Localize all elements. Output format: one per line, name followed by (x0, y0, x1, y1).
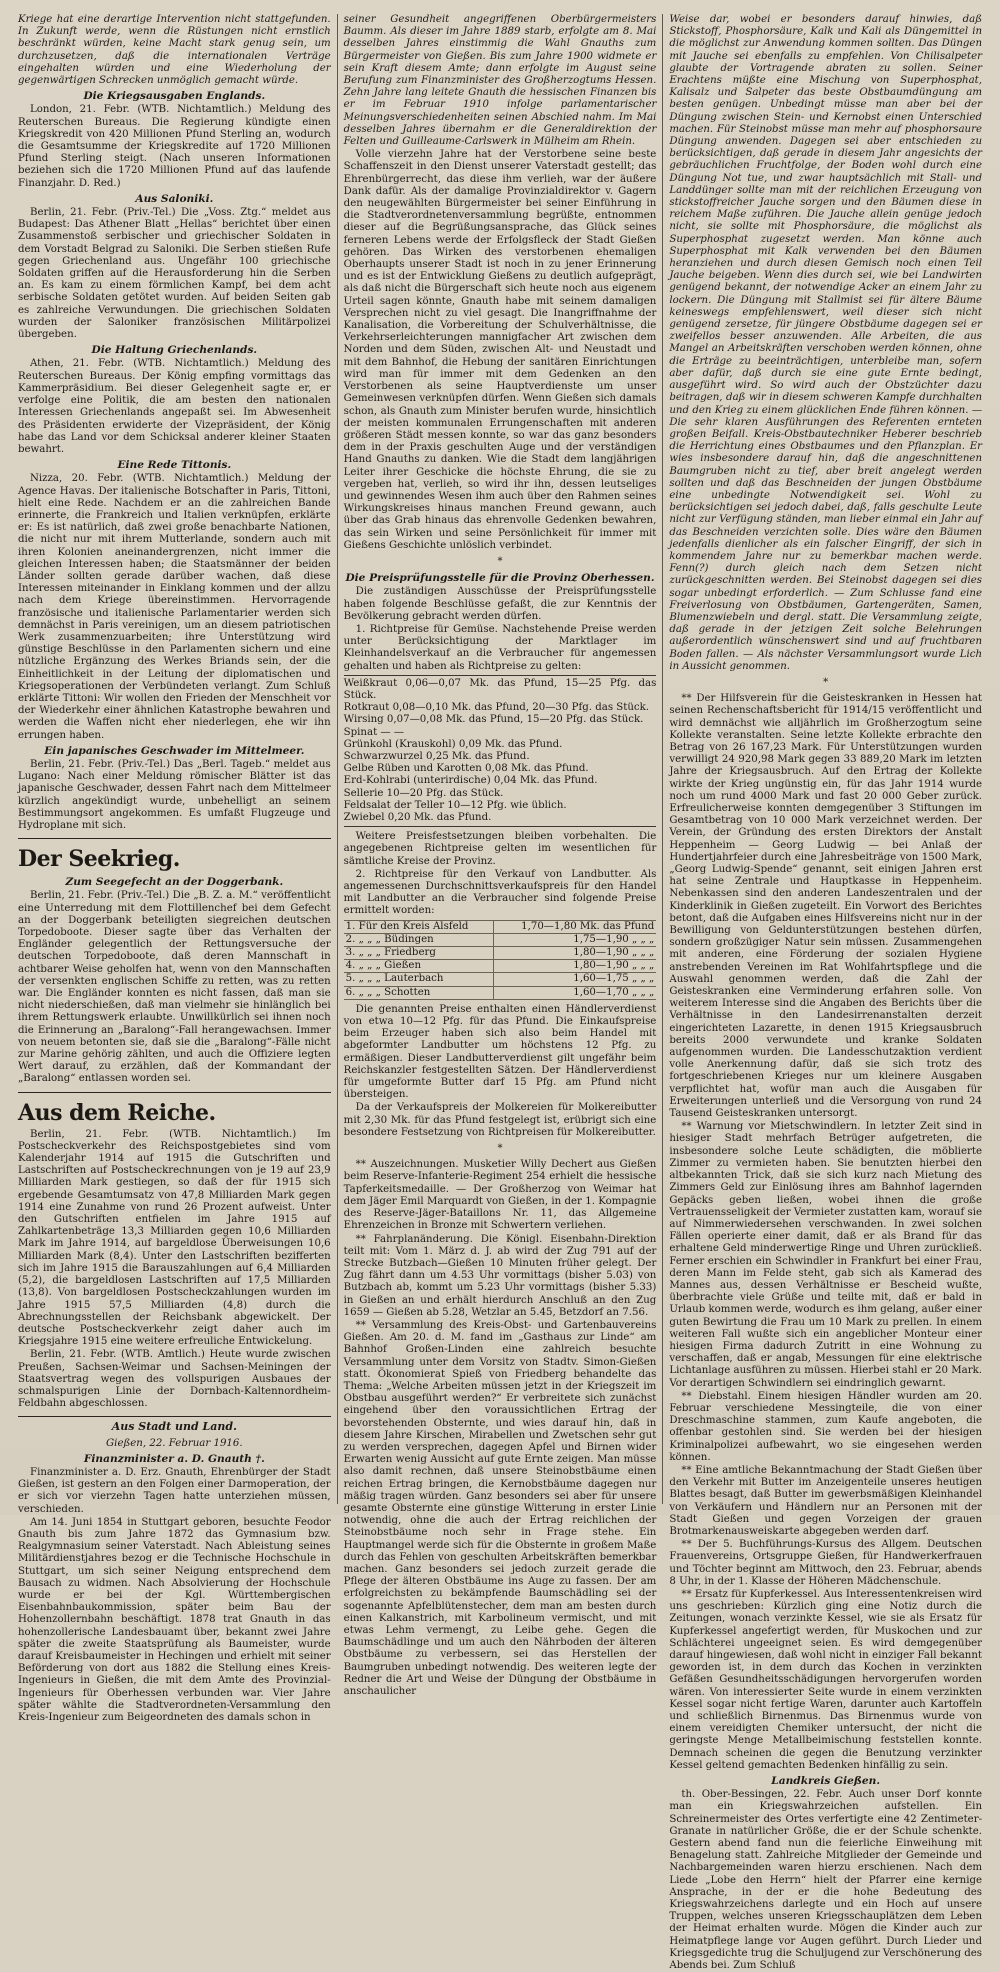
headline-england: Die Kriegsausgaben Englands. (83, 90, 266, 103)
article-text: ** Warnung vor Mietschwindlern. In letzter Zeit sind in hiesiger Stadt mehrfach Betrüger aufgetreten, die insbesondere solche Leute schädigten, die möblierte Zimmer zu vermieten haben. Sie benutzten hierbei den altbekannten Trick, daß sie sich kurz nach Mietung des Zimmers Geld zur Einlösung ihres am Bahnhof lagernden Gepäcks geben ließen, wobei ihnen die große Vertrauensseligkeit der Vermieter zustatten kam, worauf sie auf Nimmerwiedersehen verschwanden. In zwei solchen Fällen operierte einer damit, daß er als Brand für das erhaltene Geld minderwertige Ringe und Uhren zurückließ. Ferner erschien ein Schwindler in Frankfurt bei einer Frau, deren Mann im Felde steht, gab sich als Kamerad des Mannes aus, dessen Verhältnisse er Bescheid wußte, überbrachte viele Grüße und teilte mit, daß er bald in Urlaub kommen werde, wodurch es ihm gelang, außer einer guten Bewirtung die Frau um 10 Mark zu prellen. In einem weiteren Fall wußte sich ein angeblicher Monteur einer hiesigen Firma dadurch Zutritt in eine Wohnung zu verschaffen, daß er angab, Messungen für eine elektrische Lichtanlage ausführen zu müssen. Hierbei stahl er 20 Mark. Vor derartigen Schwindlern sei eindringlich gewarnt. (669, 1121, 983, 1389)
price-line: Sellerie 10—20 Pfg. das Stück. (343, 787, 504, 799)
headline-doggerbank: Zum Seegefecht an der Doggerbank. (65, 876, 284, 889)
price-cell: 1,80—1,90 „ „ „ (494, 960, 657, 973)
article-text: Berlin, 21. Febr. (WTB. Nichtamtlich.) Im Postscheckverkehr des Reichspostgebietes sind vom Kalenderjahr 1914 auf 1915 die Gutschriften und Lastschriften auf Postscheckrechnungen von je 19 auf 23,9 Milliarden Mark gestiegen, so daß der für 1915 sich ergebende Gesamtumsatz von 47,8 Milliarden Mark gegen 1914 eine Zunahme von rund 26 Prozent aufweist. Unter den Gutschriften entfielen im Jahre 1915 auf Zahlkartenbeträge 13,3 Milliarden gegen 10,6 Milliarden Mark im Jahre 1914, auf bargeldlose Überweisungen 10,6 Milliarden Mark (8,4). Unter den Lastschriften bezifferten sich im Jahre 1915 die Barauszahlungen auf 6,4 Milliarden (5,2), die bargeldlosen Lastschriften auf 17,5 Milliarden (13,8). Von bargeldlosen Postscheckzahlungen wurden im Jahre 1915 57,5 Milliarden (4,8) durch die Abrechnungsstellen der Reichsbank abgewickelt. Der deutsche Postscheckverkehr zeigt daher auch im Kriegsjahre 1915 eine weitere erfreuliche Entwickelung. (18, 1128, 331, 1348)
article-text: ** Der 5. Buchführungs-Kursus des Allgem. Deutschen Frauenvereins, Ortsgruppe Gießen, für Handwerkerfrauen und Töchter beginnt am Mittwoch, den 23. Februar, abends 8 Uhr, in der 1. Klasse der Höheren Mädchenschule. (669, 1539, 983, 1587)
price-line: Erd-Kohlrabi (unterirdische) 0,04 Mk. das Pfund. (343, 775, 598, 787)
section-title-seekrieg: Der Seekrieg. (18, 846, 180, 873)
vegetable-price-list (344, 675, 657, 827)
price-line: Feldsalat der Teller 10—12 Pfg. wie üblich. (343, 799, 567, 811)
table-row (344, 973, 657, 986)
section-rule (18, 838, 331, 839)
headline-tittoni: Eine Rede Tittonis. (117, 459, 232, 472)
article-text: Weise dar, wobei er besonders darauf hinwies, daß Stickstoff, Phosphorsäure, Kalk und Kali als Düngemittel in die möglichst zur Anwendung kommen sollten. Das Düngen mit Jauche sei ebenfalls zu empfehlen. Von Chilisalpeter glaubte der Vortragende abraten zu sollen. Seiner Erachtens müßte eine Mischung von Superphosphat, Kalisalz und Salpeter das beste Obstbaumdüngung am besten genügen. Unbedingt müsse man aber bei der Düngung zwischen Stein- und Kernobst einen Unterschied machen. Für Steinobst müsse man mehr auf phosphorsaure Düngung anwenden. Dagegen sei aber entschieden zu berücksichtigen, daß gerade in diesem Jahr angesichts der gebräuchlichen Fruchtfolge, der Boden wohl durch eine Düngung Not tue, und zwar hauptsächlich mit Stall- und Landdünger sollte man mit der reichlichen Erzeugung von stickstoffreicher Jauche sorgen und den Bäumen diese in reichem Maße zuführen. Die Jauche allein genüge jedoch nicht, sie sollte mit Phosphorsäure, die möglichst als Superphosphat zugesetzt werden. Man könne auch Superphosphat mit Kalk verwenden bei den Bäumen heranziehen und durch diesen Gemisch noch einen Teil Jauche beigeben. Wenn dies durch sei, wie bei Landwirten genügend bekannt, der notwendige Acker an einem Jahr zu lockern. Die Düngung mit Stallmist sei für ältere Bäume keineswegs empfehlenswert, weil dieser sich nicht genügend zersetze, für jüngere Obstbäume dagegen sei er zweifellos besser anzuwenden. Alle Arbeiten, die aus Mangel an Arbeitskräften verschoben werden können, ohne die Erträge zu beeinträchtigen, unterbleibe man, sofern aber dafür, daß durch sie eine gute Ernte bedingt, ausgeführt wird. So wird auch der Obstzüchter dazu beitragen, daß wir in diesem schweren Kampfe durchhalten und den Krieg zu einem glücklichen Ende führen können. — Die sehr klaren Ausführungen des Referenten ernteten großen Beifall. Kreis-Obstbautechniker Heberer beschrieb die Herrichtung eines Obstbaumes und den Pflanzplan. Er wies insbesondere darauf hin, daß die angeschnittenen Baumgruben nicht zu tief, aber breit angelegt werden sollten und daß das Beschneiden der jungen Obstbäume eine unbedingte Notwendigkeit sei. Wohl zu berücksichtigen sei jedoch dabei, daß, falls geschulte Leute nicht zur Verfügung ständen, man lieber einmal ein Jahr auf das Beschneiden verzichten solle. Dies wäre den Bäumen jedenfalls dienlicher als ein falscher Eingriff, der sich in kommendem Jahre nur zu bemerkbar machen werde. Fenn(?) durch gleich nach dem Setzen nicht zurückgeschnitten werden. Bei Steinobst dagegen sei dies sogar unbedingt erforderlich. — Zum Schlusse fand eine Freiverlosung von Obstbäumen, Gartengeräten, Samen, Blumenzwiebeln und dergl. statt. Die Versammlung zeigte, daß gerade in der jetzigen Zeit solche Belehrungen außerordentlich wünschenswert sind und auf fruchtbaren Boden fallen. — Als nächster Versammlungsort wurde Lich in Aussicht genommen. (669, 14, 983, 672)
price-line: Weißkraut 0,06—0,07 Mk. das Pfund, 15—25 Pfg. das Stück. (343, 677, 657, 701)
table-row (344, 960, 657, 973)
article-text: ** Versammlung des Kreis-Obst- und Gartenbauvereins Gießen. Am 20. d. M. fand im „Gasthaus zur Linde“ am Bahnhof Großen-Linden eine zahlreich besuchte Versammlung unter dem Vorsitz von Stadtv. Simon-Gießen statt. Ökonomierat Spieß von Friedberg behandelte das Thema: „Welche Arbeiten müssen jetzt in der Kriegszeit im Obstbau ausgeführt werden?“ Er verbreitete sich zunächst eingehend über den voraussichtlichen Ertrag der bevorstehenden Obsternte, und wies darauf hin, daß in diesem Jahre Kirschen, Mirabellen und Zwetschen sehr gut zu werden versprechen, dagegen Apfel und Birnen wider Erwarten wenig Aussicht auf gute Ernte zeigen. Man müsse also damit rechnen, daß unsere Steinobstbäume einen reichen Ertrag bringen, die Kernobstbäume dagegen nur mäßig tragen würden. Ganz besonders sei aber für unsere gesamte Obsternte eine günstige Witterung in erster Linie notwendig, ohne die auch der Ertrag reichlichen der Steinobstbäume noch sehr in Frage stehe. Ein Hauptmangel werde sich für die Obsternte in großem Maße durch das Fehlen von geschulten Arbeitskräften bemerkbar machen. Ganz besonders sei jedoch zurzeit gerade die Pflege der älteren Obstbäume ins Auge zu fassen. Der am erfolgreichsten zu bekämpfende Baumschädling sei der sogenannte Apfelblütenstecher, dem man am besten durch einen Kalkanstrich, mit Karbolineum vermischt, und mit etwas Lehm vermengt, zu Leibe gehe. Gegen die Baumschädlinge und um auch den Nährboden der älteren Obstbäume zu verbessern, sei das Herstellen der Baumgruben unbedingt notwendig. Des weiteren legte der Redner die Art und Weise der Düngung der Obstbäume in anschaulicher (343, 1319, 657, 1698)
column-1 (12, 14, 337, 1723)
price-line: Grünkohl (Krauskohl) 0,09 Mk. das Pfund. (343, 738, 563, 750)
article-text: th. Ober-Bessingen, 22. Febr. Auch unser Dorf konnte man ein Kriegswahrzeichen aufstellen. Ein Schreinermeister des Ortes verfertigte eine 42 Zentimeter-Granate in natürlicher Größe, die er der Schule schenkte. Gestern abend fand nun die feierliche Einweihung mit Benagelung statt. Zahlreiche Mitglieder der Gemeinde und Nachbargemeinden waren hierzu erschienen. Nach dem Liede „Lobe den Herrn“ hielt der Pfarrer eine kernige Ansprache, in der er die hohe Bedeutung des Kriegswahrzeichens darlegte und ein Hoch auf unsere Truppen, welches unseren Kriegsschauplätzen dem Leben der Heimat erhalten wurde. Mögen die Kinder auch zur Heimatpflege lange vor Augen geführt. Durch Lieder und Kriegsgedichte trug die Schuljugend zur Verschönerung des Abends bei. Zum Schluß (669, 1789, 983, 1972)
section-rule (18, 1416, 331, 1417)
article-text: 2. Richtpreise für den Verkauf von Landbutter. Als angemessenen Durchschnittsverkaufspreis für den Handel mit Landbutter an die Verbraucher sind folgende Preise ermittelt worden: (343, 868, 657, 917)
article-text: Weitere Preisfestsetzungen bleiben vorbehalten. Die angegebenen Richtpreise gelten im wesentlichen für sämtliche Kreise der Provinz. (343, 831, 657, 867)
article-text: Athen, 21. Febr. (WTB. Nichtamtlich.) Meldung des Reuterschen Bureaus. Der König empfing vormittags das Kammerpräsidium. Bei dieser Gelegenheit sagte er, er verfolge eine Politik, die am besten den nationalen Interessen Griechenlands angepaßt sei. Im Abwesenheit des Präsidenten erwiderte der Vizepräsident, der König habe das Land vor dem Schicksal anderer kleiner Staaten bewahrt. (18, 358, 331, 455)
price-cell: 1,60—1,70 „ „ „ (494, 986, 657, 999)
price-line: Gelbe Rüben und Karotten 0,08 Mk. das Pfund. (343, 763, 589, 775)
article-text: London, 21. Febr. (WTB. Nichtamtlich.) Meldung des Reuterschen Bureaus. Die Regierung kündigte einen Kriegskredit von 420 Millionen Pfund Sterling an, wodurch die Gesamtsumme der Kriegskredite auf 1720 Millionen Pfund Sterling steigt. (Nach unseren Informationen beziehen sich die 1720 Millionen Pfund auf das laufende Finanzjahr. D. Red.) (18, 104, 331, 189)
article-text: ** Der Hilfsverein für die Geisteskranken in Hessen hat seinen Rechenschaftsbericht für 1914/15 veröffentlicht und wird demnächst wie alljährlich im Großherzogtum seine Kollekte veranstalten. Seine letzte Kollekte erbrachte den Betrag von 26 167,23 Mark. Für Unterstützungen wurden verwilligt 24 920,98 Mark gegen 33 889,20 Mark im letzten Jahre der Kriegsausbruch. Auf den Ertrag der Kollekte wirkte der Krieg ungünstig ein, für das Jahr 1914 wurde noch um rund 4000 Mark und fast 20 000 Geber zurück. Erfreulicherweise konnten demgegenüber 3 Stiftungen im Gesamtbetrag von 10 000 Mark verzeichnet werden. Der Verein, der Gründung des ersten Direktors der Anstalt Heppenheim — Georg Ludwig — bei Anlaß der Hundertjahrfeier durch eine Jahresbeiträge von 1500 Mark, „Georg Ludwig-Spende“ genannt, seit einigen Jahren erst hat seine Zentrale und Hauptkasse in Heppenheim. Nebenkassen sind den anderen Landeszentralen und der Kinderklinik in Gießen zugeteilt. Ein Vorwort des Berichtes betont, daß die Aufgaben eines Hilfsvereins nicht nur in der Bewilligung von Geldunterstützungen bestehen dürfen, sondern großzügiger Natur sein müssen. Zusammengehen mit anderen, eine Förderung der sozialen Hygiene anstrebenden Vereinen im Rat Wohlfahrtspflege und die Auswahl genommen werden, daß die Zahl der Geisteskranken eine Verminderung erfahren solle. Von weiterem Interesse sind die Angaben des Berichts über die Verhältnisse in den Landesirrenanstalten derzeit eingerichteten Lazarette, in denen 1915 Kriegsausbruch bereits 2000 verwundete und kranke Soldaten aufgenommen wurden. Die Landesschutzaktion verdient volle Anerkennung dafür, daß sie sich trotz des fortgeschriebenen Krieges nur um kleinere Ausgaben verpflichtet hat, wofür man auch die Ausgaben für Erweiterungen unterließ und die Versorgung von rund 24 Tausend Geisteskranken untersorgt. (669, 693, 983, 1120)
price-cell: 1,75—1,90 „ „ „ (494, 933, 657, 946)
column-3 (662, 14, 988, 1972)
separator-star: * (497, 555, 503, 567)
headline-saloniki: Aus Saloniki. (135, 192, 214, 205)
price-line: Schwarzwurzel 0,25 Mk. das Pfund. (343, 750, 530, 762)
headline-gnauth: Finanzminister a. D. Gnauth †. (83, 1452, 265, 1465)
headline-japan: Ein japanisches Geschwader im Mittelmeer. (44, 744, 305, 757)
headline-landkreis: Landkreis Gießen. (771, 1775, 881, 1788)
article-text: seiner Gesundheit angegriffenen Oberbürgermeisters Baumm. Als dieser im Jahre 1889 starb, erfolgte am 8. Mai desselben Jahres einstimmig die Wahl Gnauths zum Bürgermeister von Gießen. Bis zum Jahre 1900 widmete er sein Kraft diesem Amte; dann erfolgte im August seine Berufung zum Finanzminister des Großherzogtums Hessen. Zehn Jahre lang leitete Gnauth die hessischen Finanzen bis er im Februar 1910 infolge parlamentarischer Meinungsverschiedenheiten seinen Abschied nahm. Im Mai desselben Jahres übernahm er die Generaldirektion der Felten und Guilleaume-Carlswerk in Mülheim am Rhein. (343, 14, 657, 148)
article-text: ** Auszeichnungen. Musketier Willy Dechert aus Gießen beim Reserve-Infanterie-Regiment 254 erhielt die hessische Tapferkeitsmedaille. — Der Großherzog von Weimar hat dem Jäger Emil Marquardt von Gießen, in der 1. Kompagnie des Reserve-Jäger-Bataillons Nr. 11, das Allgemeine Ehrenzeichen in Bronze mit Schwertern verliehen. (343, 1159, 657, 1232)
article-text: 1. Richtpreise für Gemüse. Nachstehende Preise werden unter Berücksichtigung der Marktlager im Kleinhandelsverkauf an die Verbraucher für angemessen gehalten und haben als Richtpreise zu gelten: (343, 623, 657, 672)
article-text: Kriege hat eine derartige Intervention nicht stattgefunden. In Zukunft werde, wenn die Rüstungen nicht ernstlich beschränkt würden, keine Macht stark genug sein, um durchzusetzen, daß die internationalen Verträge eingehalten würden und eine Wiederholung der gegenwärtigen Schrecken unmöglich gemacht würde. (18, 14, 331, 87)
article-text: Am 14. Juni 1854 in Stuttgart geboren, besuchte Feodor Gnauth bis zum Jahre 1872 das Gymnasium bzw. Realgymnasium seiner Vaterstadt. Nach Ableistung seines Militärdienstjahres bezog er die Technische Hochschule in Stuttgart, um sich seiner Neigung entsprechend dem Bausach zu widmen. Nach Absolvierung der Hochschule wurde er bei der Kgl. Württembergischen Eisenbahnbaukommission, später beim Bau der Hohenzollernbahn beschäftigt. 1878 trat Gnauth in das hohenzollerische Landesbauamt über, bekannt zwei Jahre später die zweite Staatsprüfung als Baumeister, wurde darauf Kreisbaumeister in Hechingen und erhielt mit seiner Beförderung von dort aus 1882 die Stellung eines Kreis-Ingenieurs in Gießen, die mit dem Amte des Provinzial-Ingenieurs für Oberhessen verbunden war. Vier Jahre später wählte die Stadtverordneten-Versammlung den Kreis-Ingenieur zum Beigeordneten des damals schon in (18, 1516, 331, 1723)
dateline: Gießen, 22. Februar 1916. (106, 1437, 243, 1449)
table-row (344, 920, 657, 933)
table-row (344, 933, 657, 946)
article-text: ** Eine amtliche Bekanntmachung der Stadt Gießen über den Verkehr mit Butter im Anzeigenteile unseres heutigen Blattes besagt, daß Butter im gewerbsmäßigen Kleinhandel von Verkäufern und Händlern nur an Personen mit der Stadt Gießen und gegen Vorzeigen der grauen Brotmarkenausweiskarte abgegeben werden darf. (669, 1464, 983, 1537)
butter-price-table (344, 920, 657, 1000)
section-title-stadt: Aus Stadt und Land. (111, 1420, 237, 1434)
headline-griechenland: Die Haltung Griechenlands. (91, 344, 258, 357)
district-cell: 3. „ „ „ Friedberg (344, 947, 494, 960)
price-line: Zwiebel 0,20 Mk. das Pfund. (343, 812, 492, 823)
article-text: Volle vierzehn Jahre hat der Verstorbene seine beste Schaffenszeit in den Dienst unserer Vaterstadt gestellt; das Ehrenbürgerrecht, das diese ihm verlieh, war der äußere Dank dafür. Als der damalige Provinzialdirektor v. Gagern den neugewählten Bürgermeister bei seiner Einführung in die Stadtverordnetenversammlung begrüßte, entnommen dieser auf die Begrüßungsansprache, das Glück seines ferneren Lebens werde der Erfolgsfleck der Stadt Gießen gehören. Das Wirken des verstorbenen ehemaligen Oberhaupts unserer Stadt ist noch in zu jener Erinnerung und es ist der Entwicklung Gießens zu deutlich aufgeprägt, als daß nicht die Bürgerschaft sich heute noch aus eigenem Urteil sagen könnte, Gnauth habe mit seinem damaligen Versprechen nicht zu viel gesagt. Die Inangriffnahme der Kanalisation, die Vorbereitung der Schulverhältnisse, die Verkehrserleichterungen mannigfacher Art zwischen dem Norden und dem Süden, zwischen Alt- und Neustadt und mit dem Bahnhof, die Hebung der sanitären Einrichtungen wird man für immer mit dem Gedenken an den Verstorbenen als seine Hauptverdienste um unser Gemeinwesen verknüpfen dürfen. Wenn Gießen sich damals schon, als Gnauth zum Minister berufen wurde, hinsichtlich der meisten kommunalen Errungenschaften mit anderen größeren Städt messen konnte, so war das ganz besonders dem in der Praxis geschulten Auge und der verständigen Hand Gnauths zu danken. Wie die Stadt dem langjährigen Leiter ihrer Geschicke die höchste Ehrung, die sie zu vergeben hat, verlieh, so wird ihr ihn, dessen leutseliges und gewinnendes Wesen ihm auch über den Rahmen seines Wirkungskreises hinaus manchen Freund gewann, auch über das Grab hinaus das ehrenvolle Gedenken bewahren, das sein Wirken und seine Persönlichkeit für immer mit Gießens Geschichte unlöslich verbindet. (343, 149, 657, 551)
price-cell: 1,60—1,75 „ „ „ (494, 973, 657, 986)
article-text: Die genannten Preise enthalten einen Händlerverdienst von etwa 10—12 Pfg. für das Pfund. Die Einkaufspreise beim Erzeuger haben sich also beim Handel mit abgeformter Landbutter um höchstens 12 Pfg. zu ermäßigen. Dieser Landbutterverdienst gilt ungefähr beim Reichskanzler festgestellten Sätzen. Der Händlerverdienst für umgeformte Butter darf 15 Pfg. am Pfund nicht übersteigen. (343, 1003, 657, 1101)
district-cell: 6. „ „ „ Schotten (344, 986, 494, 999)
article-text: ** Ersatz für Kupferkessel. Aus Interessentenkreisen wird uns geschrieben: Kürzlich ging eine Notiz durch die Zeitungen, wonach verzinkte Kessel, wie sie als Ersatz für Kupferkessel angefertigt werden, für Muskochen und zur Schlächterei ungeeignet seien. Es wird demgegenüber darauf hingewiesen, daß wohl nicht in einziger Fall bekannt geworden ist, in dem durch das Kochen in verzinkten Gefäßen Gesundheitsschädigungen hervorgerufen worden wären. Von interessierter Seite wurde in einem verzinkten Kessel sogar nicht fertige Waren, darunter auch Kartoffeln und schließlich Birnenmus. Das Birnenmus wurde von einem vereidigten Chemiker untersucht, der nicht die geringste Menge Metallbeimischung feststellen konnte. Demnach scheinen die gegen die Benutzung verzinkter Kessel geltend gemachten Bedenken hinfällig zu sein. (669, 1589, 983, 1771)
price-cell: 1,70—1,80 Mk. das Pfund (494, 920, 657, 933)
article-text: Nizza, 20. Febr. (WTB. Nichtamtlich.) Meldung der Agence Havas. Der italienische Botschafter in Paris, Tittoni, hielt eine Rede. Nachdem er an die zahlreichen Bande erinnerte, die Frankreich und Italien verknüpfen, erklärte er: Es ist natürlich, daß zwei große benachbarte Nationen, die nicht nur mit ihrem Mutterlande, sondern auch mit ihren Kolonien aneinandergrenzen, nicht immer die gleichen Interessen haben; die Staatsmänner der beiden Länder sollten gerade darüber wachen, daß diese Interessen miteinander in Einklang kommen und der allzu nach dem Kriege übereinstimmen. Hervorragende französische und italienische Parlamentarier werden sich demnächst in Paris vereinigen, um an diesem patriotischen Werk zusammenzuarbeiten; ihre Unterstützung wird günstige Beschlüsse in den Parlamenten sichern und eine nützliche Ergänzung des Werkes Briands sein, der die Einheitlichkeit in der Leitung der diplomatischen und Kriegsoperationen der Verbündeten verlangt. Zum Schluß erklärte Tittoni: Wir wollen den Frieden der Menschheit vor der Wiederkehr einer ähnlichen Katastrophe bewahren und werden die Waffen nicht eher niederlegen, ehe wir ihn errungen haben. (18, 473, 331, 741)
price-line: Spinat — — (343, 726, 405, 738)
district-cell: 1. Für den Kreis Alsfeld (344, 920, 494, 933)
columns (12, 14, 988, 1972)
district-cell: 5. „ „ „ Lauterbach (344, 973, 494, 986)
district-cell: 4. „ „ „ Gießen (344, 960, 494, 973)
price-cell: 1,80—1,90 „ „ „ (494, 947, 657, 960)
headline-preispruefung: Die Preisprüfungsstelle für die Provinz Oberhessen. (345, 572, 655, 585)
article-text: Finanzminister a. D. Erz. Gnauth, Ehrenbürger der Stadt Gießen, ist gestern an den Folgen einer Darmoperation, der er sich vor vierzehn Tagen hatte unterziehen müssen, verschieden. (18, 1466, 331, 1515)
article-text: Da der Verkaufspreis der Molkereien für Molkereibutter mit 2,30 Mk. für das Pfund festgelegt ist, erübrigt sich eine besondere Festsetzung von Richtpreisen für Molkereibutter. (343, 1102, 657, 1138)
article-text: Die zuständigen Ausschüsse der Preisprüfungsstelle haben folgende Beschlüsse gefaßt, die zur Kenntnis der Bevölkerung gebracht werden dürfen. (343, 586, 657, 622)
table-row (344, 986, 657, 999)
column-2 (337, 14, 663, 1698)
separator-star: * (497, 1143, 503, 1155)
separator-star: * (823, 676, 829, 688)
article-text: Berlin, 21. Febr. (WTB. Amtlich.) Heute wurde zwischen Preußen, Sachsen-Weimar und Sachsen-Meiningen der Staatsvertrag wegen des vollspurigen Ausbaues der schmalspurigen Linie der Dornbach-Kaltennordheim-Feldbahn abgeschlossen. (18, 1349, 331, 1410)
price-line: Rotkraut 0,08—0,10 Mk. das Pfund, 20—30 Pfg. das Stück. (343, 702, 650, 714)
district-cell: 2. „ „ „ Büdingen (344, 933, 494, 946)
article-text: Berlin, 21. Febr. (Priv.-Tel.) Die „B. Z. a. M.“ veröffentlicht eine Unterredung mit dem Flottillenchef bei dem Gefecht an der Doggerbank beteiligten siegreichen deutschen Torpedoboote. Dieser sagte über das Verhalten der Engländer gelegentlich der Rettungsversuche der deutschen Torpedoboote, daß deren Mannschaft in achtbarer Weise geholfen hat, wenn von den Mannschaften der versenkten englischen Schiffe zu retten, was zu retten war. Die Engländer konnten es nicht fassen, daß man sie nicht niederschießen, daß man vielmehr sie hinlänglich bei ihrem Rettungswerk erlaubte. Unwillkürlich sei ihnen noch die Erinnerung an „Baralong“-Fall herangewachsen. Immer von neuem betonten sie, daß sie die „Baralong“-Fälle nicht zur Marine gehörig zählten, und auch die Offiziere legten Wert darauf, zu erzählen, daß der Kommandant der „Baralong“ entlassen worden sei. (18, 890, 331, 1085)
article-text: Berlin, 21. Febr. (Priv.-Tel.) Das „Berl. Tageb.“ meldet aus Lugano: Nach einer Meldung römischer Blätter ist das japanische Geschwader, dessen Fahrt nach dem Mittelmeer kürzlich angekündigt wurde, unbehelligt an seinem Bestimmungsort angekommen. Es umfaßt Flugzeuge und Hydroplane mit sich. (18, 758, 331, 831)
article-text: ** Fahrplanänderung. Die Königl. Eisenbahn-Direktion teilt mit: Vom 1. März d. J. ab wird der Zug 791 auf der Strecke Butzbach—Gießen 10 Minuten früher gelegt. Der Zug fährt dann um 4.53 Uhr vormittags (bisher 5.03) von Butzbach ab, kommt um 5.23 Uhr vormittags (bisher 5.33) in Gießen an und erhält hierdurch Anschluß an den Zug 1659 — Gießen ab 5.28, Wetzlar an 5.45, Betzdorf an 7.56. (343, 1233, 657, 1318)
table-row (344, 947, 657, 960)
section-title-reiche: Aus dem Reiche. (18, 1099, 216, 1126)
article-text: Berlin, 21. Febr. (Priv.-Tel.) Die „Voss. Ztg.“ meldet aus Budapest: Das Athener Blatt „Hellas“ berichtet über einen Zusammenstoß serbischer und griechischer Soldaten in dem Vorstadt Belgrad zu Saloniki. Die Serben stießen Rufe gegen Griechenland aus. Ungefähr 100 griechische Soldaten griffen auf die Herausforderung hin die Serben an. Es kam zu einem förmlichen Kampf, bei dem acht serbische Soldaten getötet wurden. Auf beiden Seiten gab es zahlreiche Verwundungen. Die griechischen Soldaten wurden der Saloniker französischen Militärpolizei übergeben. (18, 207, 331, 341)
article-text: ** Diebstahl. Einem hiesigen Händler wurden am 20. Februar verschiedene Messingteile, die von einer Dreschmaschine stammen, zum Kaufe angeboten, die offenbar gestohlen sind. Sie werden bei der hiesigen Kriminalpolizei aufbewahrt, wo sie eingesehen werden können. (669, 1390, 983, 1463)
section-rule (18, 1092, 331, 1093)
price-line: Wirsing 0,07—0,08 Mk. das Pfund, 15—20 Pfg. das Stück. (343, 714, 644, 726)
